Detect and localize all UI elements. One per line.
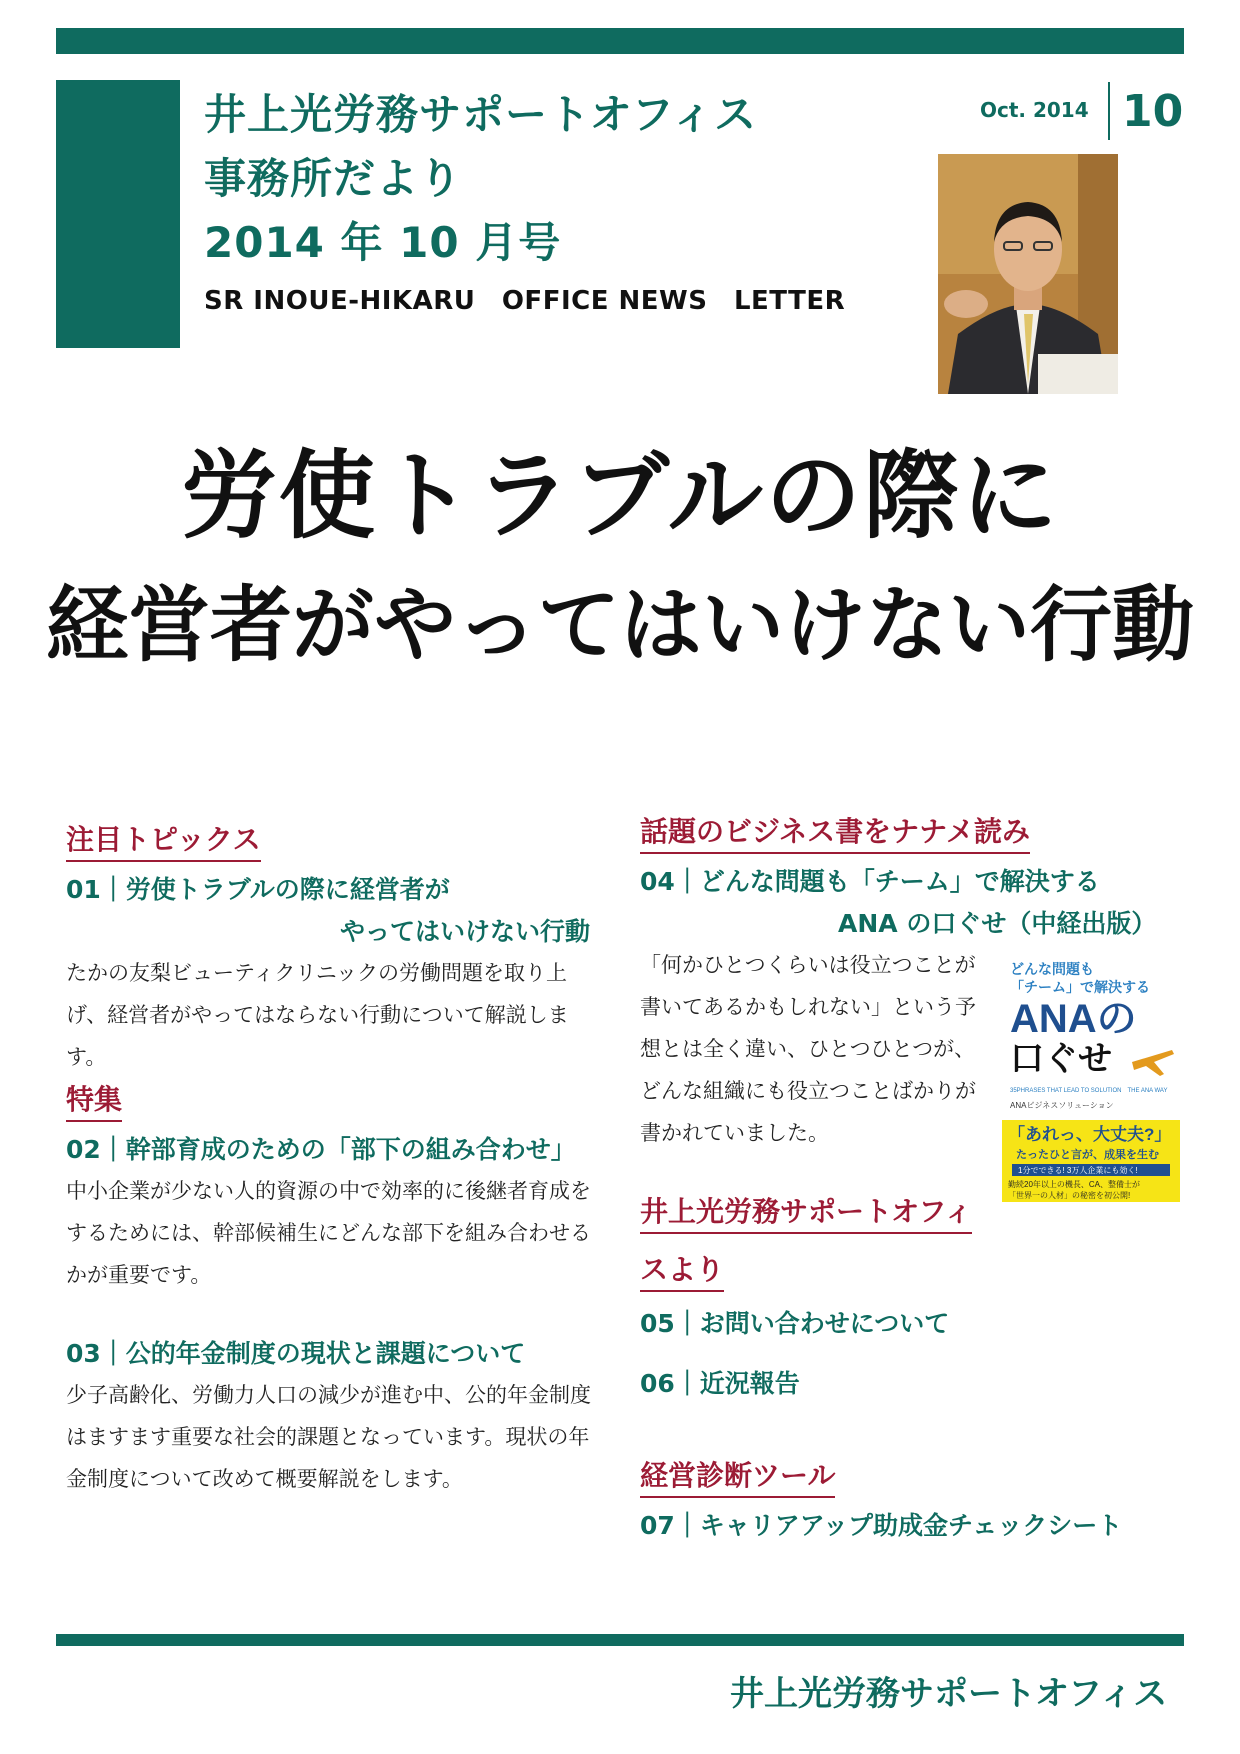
headline-line1: 労使トラブルの際に [180, 440, 1060, 552]
item-01-title: 01｜労使トラブルの際に経営者が [66, 875, 450, 904]
item-04-title: 04｜どんな問題も「チーム」で解決する [640, 867, 1100, 896]
book-title2: 口ぐせ [1010, 1040, 1112, 1078]
book-band-line5: 「世界一の人材」の秘密を初公開! [1008, 1191, 1131, 1200]
item-01-text: たかの友梨ビューティクリニックの労働問題を取り上げ、経営者がやってはならない行動について解説します。 [66, 961, 569, 1069]
section-title: 特集 [66, 1078, 122, 1122]
section-title: 話題のビジネス書をナナメ読み [640, 810, 1030, 854]
book-band-line1: 「あれっ、大丈夫?」 [1008, 1125, 1172, 1144]
author-photo [938, 154, 1118, 394]
bottom-bar [56, 1634, 1184, 1646]
section-title-line2: スより [640, 1248, 724, 1292]
office-title: 井上光労務サポートオフィス [204, 90, 758, 139]
header-color-block [56, 80, 180, 348]
book-band-line4: 勤続20年以上の機長、CA、整備士が [1008, 1180, 1141, 1189]
item-02-text: 中小企業が少ない人的資源の中で効率的に後継者育成をするためには、幹部候補生にどんな部下を組み合わせるかが重要です。 [66, 1179, 591, 1287]
section-office-news-cont [640, 1248, 724, 1292]
item-03-title: 03｜公的年金制度の現状と課題について [66, 1339, 526, 1368]
book-publisher: ANAビジネスソリューション [1010, 1101, 1114, 1110]
section-featured-topics [66, 818, 606, 862]
item-04-text: 「何かひとつくらいは役立つことが書いてあるかもしれない」という予想とは全く違い、ひとつひとつが、どんな組織にも役立つことばかりが書かれていました。 [640, 953, 976, 1145]
item-07-title: 07｜キャリアアップ助成金チェックシート [640, 1511, 1123, 1540]
issue-separator [1108, 82, 1110, 140]
book-band-line3: 1分でできる! 3万人企業にも効く! [1018, 1166, 1138, 1175]
book-top-line2: 「チーム」で解決する [1010, 979, 1150, 995]
issue-number: 10 [1122, 86, 1184, 137]
section-special-feature [66, 1078, 606, 1122]
issue-date: Oct. 2014 [980, 98, 1089, 122]
headline-line2: 経営者がやってはいけない行動 [45, 578, 1194, 673]
section-business-books [640, 810, 1030, 854]
item-06-title: 06｜近況報告 [640, 1369, 800, 1398]
item-01-title-cont: やってはいけない行動 [340, 917, 591, 946]
section-title: 注目トピックス [66, 818, 261, 862]
item-04-title-cont: ANA の口ぐせ（中経出版） [838, 909, 1157, 938]
item-05-title: 05｜お問い合わせについて [640, 1309, 950, 1338]
book-cover-image [1002, 952, 1180, 1202]
section-title: 経営診断ツール [640, 1454, 835, 1498]
newsletter-title: 事務所だより [204, 154, 463, 203]
issue-month: 2014 年 10 月号 [204, 218, 562, 267]
subtitle-en: SR INOUE-HIKARU OFFICE NEWS LETTER [204, 286, 846, 316]
section-office-news [640, 1190, 972, 1234]
item-03-text: 少子高齢化、労働力人口の減少が進む中、公的年金制度はますます重要な社会的課題となっています。現状の年金制度について改めて概要解説をします。 [66, 1383, 591, 1491]
item-02-title: 02｜幹部育成のための「部下の組み合わせ」 [66, 1135, 576, 1164]
footer-office-name: 井上光労務サポートオフィス [730, 1674, 1168, 1714]
section-management-tools [640, 1454, 835, 1498]
book-en-line: 35PHRASES THAT LEAD TO SOLUTION THE ANA WAY [1010, 1088, 1168, 1094]
top-bar [56, 28, 1184, 54]
book-band-line2: たったひと言が、成果を生む [1016, 1149, 1159, 1161]
section-title-line1: 井上光労務サポートオフィ [640, 1190, 972, 1234]
book-title: ANAの [1010, 997, 1137, 1041]
book-top-line1: どんな問題も [1010, 961, 1094, 977]
